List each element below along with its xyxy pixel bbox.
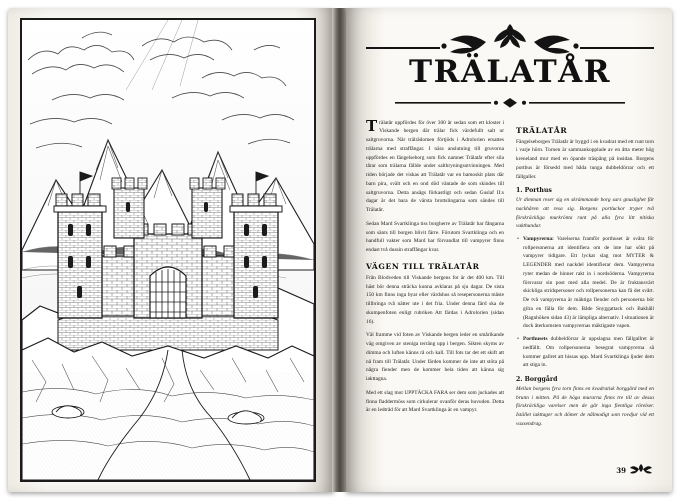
- castle-fortress-illustration: [20, 18, 316, 482]
- tralatar-paragraph: Fängelseborgen Trälatår är byggd i en kvadrat med ett runt torn i varje hörn. Tornen är sammankopplade av en åtta meter hög kreneland mur med en öpande träspång på insidan. Borgens portbus är försedd med båda tunga dubbeldörrar och ett fällgaller.: [516, 138, 654, 180]
- section-heading-vagen: VÄGEN TILL TRÄLATÅR: [366, 261, 480, 271]
- list-item: [523, 235, 654, 331]
- column-right: [516, 119, 654, 433]
- entry-heading-porthus: 1. Porthus: [516, 187, 552, 195]
- bullet-text-porthusets: dubbeldörrar är uppslagna men fällgallret är nedfällt. Om rollpersonerna besegrat vampyrerna så kommer gallret att hissas upp. Mard Svartklinga ljuder dem att stiga in.: [523, 336, 654, 369]
- page-folio: [616, 464, 652, 476]
- entry-intro-borggard: Mellan borgens fyra torn finns en kvadratisk borggård med en brunn i mitten. På de höga murarna finns tre till av dessa förskräckliga varelser men de går inga fientliga rörelser. Istället iakttager och dömer de nålmodigt som rovdjur vid ett vaxsendrag.: [516, 386, 654, 427]
- list-item: [523, 335, 654, 370]
- section-heading-tralatar: TRÄLATÅR: [516, 125, 568, 135]
- bullet-text-vampyrerna: Varelserna framför porthuset är svåra för rollpersonerna att identifiera om de inte har sökt på vampyrer tidigare. Ett lyckat slag mot MYTER & LEGENDER med nackdel identifierar dem. Vampyrerna ryter medan de hinner rakt in i nordsöderna. Vampyrerna försvarar sin post med alla medel. De är fruktansvärt skickliga stridspersoner och rollpersonerna kan få det svårt. De två vampyrerna är mäktiga fiender och personerna bör gilra en fälla för dem. Både Snyggattack och Bakhåll (Ragnhöken sidan 43) är lämpliga alternativ. I situationen är dock återkomsten vampyrernas mäktigaste vapen.: [523, 235, 654, 330]
- title-rule: [366, 95, 654, 113]
- left-page: [8, 8, 334, 492]
- intro-paragraph: Trälatår uppfördes för över 300 år sedan som ett kloster i Viskande bergen där trälar fick värdefullt salt ur saltgruvorna. När trälrädomen förtjöds i Adrolorien ersattes trälarna med straffångar. I nära anslutning till gruvorna uppfördes en fängelseborg som fick namnet Trälatår efter sila tårar som trälarna fällde under salthryningsutvinningen. Med tiden började det viskas att Trälatår var en bamoskit plats där barn pira, svält och en ond död väntade de som skindes till saltgruvorna. Detta ansågs förkastligt och sedan Guslaf II:s dagar är det bara de värsta brottslingarna som sändes till Trälatår.: [366, 116, 504, 214]
- column-left: [366, 116, 504, 433]
- bullet-label-porthusets: Porthusets: [523, 336, 548, 343]
- page-title: TRÄLATÅR: [409, 54, 611, 90]
- page-number: 39: [616, 465, 626, 475]
- porthus-bullet-list: [516, 235, 654, 370]
- vagen-paragraph-3: Med ett slag mot UPPTÄCKA FARA ser dem som juckades att finna fladdermöss som cirkulerar ovanför deras huvuden. Detta är en ledtråd för att Mard Svartklinga är en vampyr.: [366, 389, 504, 414]
- entry-intro-porthus: Ur dimman reser sig en skrämmande borg sars gnuslighet får nackhåren att resa sig. Borgens portluckor tryper två förskräckliga murkrönta runt på alla fyra litt nitiska vakthundar.: [516, 197, 654, 230]
- header-ornament: [366, 20, 654, 54]
- illustration-svg: [22, 20, 314, 480]
- vagen-paragraph-1: Från Blodveden till Viskande bergens fot är det 400 km. Till häst bör denna sträcka kunna avklaras på sju dagar. De sista 150 km finns inga byar eller värdshus så resepersonerna måste tillbringa två nätter ute i det fria. Under denna färd ska de skumpenfoten enligt rubriken Att färdas i Adrolorien (sidan 16).: [366, 274, 504, 325]
- folio-ornament-icon: [630, 464, 652, 476]
- two-column-text: [366, 116, 654, 433]
- intro-paragraph-2: Sedan Mard Svartklinga tiss borgherre av Trälatår har fångarna som sänts till borgen blivit färre. Förutom Svartklinga och en handfull vakter som Mard har förvandlat till vampyrer finns endast två dussin straffångar kvar.: [366, 220, 504, 254]
- bullet-label-vampyrerna: Vampyrerna:: [523, 235, 554, 242]
- entry-heading-borggard: 2. Borggård: [516, 376, 558, 384]
- vagen-paragraph-2: Väl framme vid foten av Viskande bergen leder en smårikande väg omgiven av steniga terräng upp i bergen. Sikten skyms av dimma och luften känns rå och kall. Till fots tar det ett skift att nå fram till Trälatår. Under färden kommer de inte att stöta på några fiender men de kommer hela tiden att känna sig iakttagna.: [366, 332, 504, 383]
- right-page: [346, 8, 672, 492]
